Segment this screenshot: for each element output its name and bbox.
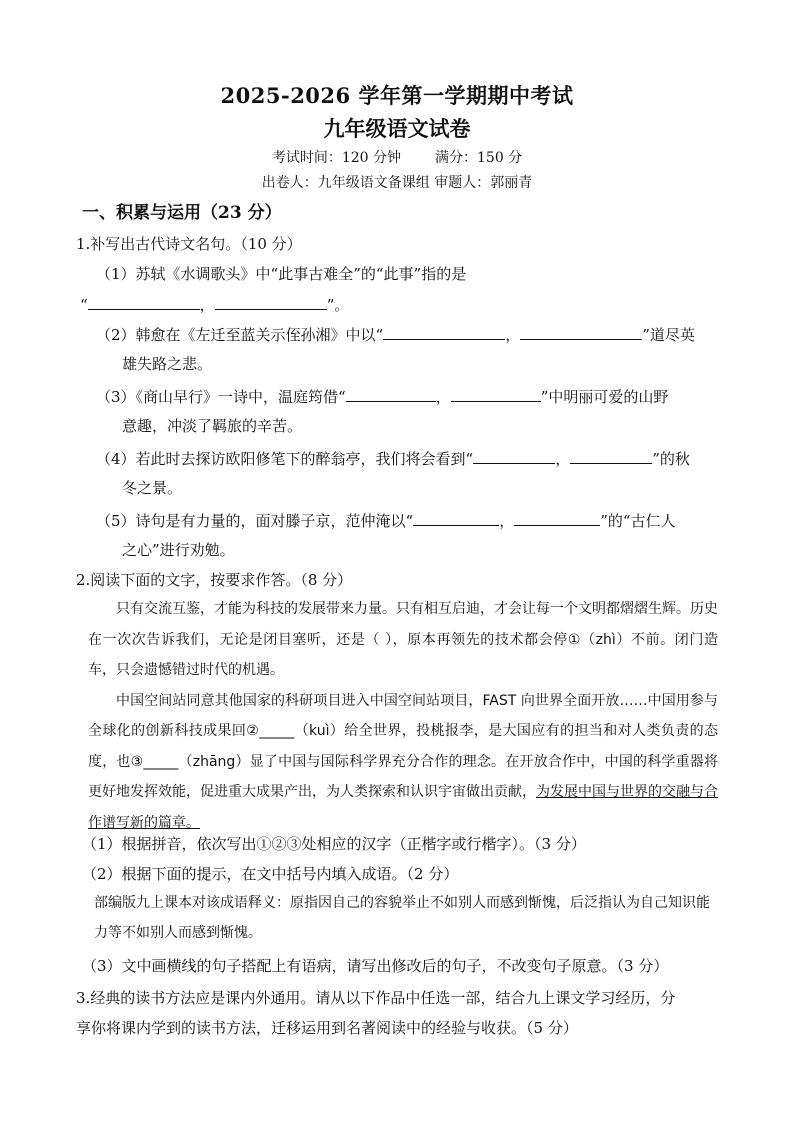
q1-s5-line1: （5）诗句是有力量的，面对滕子京，范仲淹以“ ， ”的“古仁人 (96, 512, 676, 530)
q1-s4-line2: 冬之景。 (122, 479, 183, 497)
exam-time: 考试时间：120 分钟 (271, 150, 401, 166)
q2-sub1: （1）根据拼音，依次写出①②③处相应的汉字（正楷字或行楷字）。（3 分） (82, 835, 586, 853)
answer-blank[interactable] (215, 294, 327, 310)
q2-paragraph-2: 中国空间站同意其他国家的科研项目进入中国空间站项目，FAST 向世界全面开放……中国用参与全球化的创新科技成果回②_____（kuì）给全世界，投桃报李，是大国应有的担当和对人类负责的态度，也③_____（zhāng）显了中国与国际科学界充分合作的理念。在开放合作中，中国的科学重器将更好地发挥效能，促进重大成果产出，为人类探索和认识宇宙做出贡献，为发展中国与世界的交融与合作谱写新的篇章。 (88, 692, 718, 831)
underlined-sentence: 为发展中国与世界的交融与合作谱写新的篇章。 (88, 784, 718, 831)
full-score: 满分：150 分 (435, 150, 523, 166)
exam-time-score (0, 147, 794, 167)
answer-blank[interactable] (383, 324, 505, 340)
q1-stem: 1.补写出古代诗文名句。（10 分） (76, 235, 302, 253)
section-heading: 一、积累与运用（23 分） (82, 203, 282, 223)
answer-blank[interactable] (451, 386, 541, 402)
q2-hint: 部编版九上课本对该成语释义：原指因自己的容貌举止不如别人而感到惭愧，后泛指认为自己知识能力等不如别人而感到惭愧。 (94, 895, 710, 941)
answer-blank[interactable] (514, 510, 600, 526)
q1-s4-line1: （4）若此时去探访欧阳修笔下的醉翁亭，我们将会看到“ ， ”的秋 (96, 450, 690, 468)
q1-s3-line2: 意趣，冲淡了羁旅的辛苦。 (122, 417, 303, 435)
answer-blank[interactable] (346, 386, 436, 402)
answer-blank[interactable] (413, 510, 499, 526)
answer-blank[interactable] (88, 294, 200, 310)
answer-blank[interactable] (520, 324, 642, 340)
answer-blank[interactable] (473, 448, 555, 464)
exam-subtitle: 九年级语文试卷 (323, 116, 471, 141)
q2-sub2: （2）根据下面的提示，在文中括号内填入成语。（2 分） (82, 865, 459, 883)
q3-line1: 3.经典的读书方法应是课内外通用。请从以下作品中任选一部，结合九上课文学习经历，分 (76, 989, 676, 1007)
q2-stem: 2.阅读下面的文字，按要求作答。（8 分） (76, 571, 353, 589)
exam-authors: 出卷人：九年级语文备课组 审题人：郭丽青 (261, 175, 533, 191)
q2-passage (88, 594, 718, 838)
q1-s1-line1: （1）苏轼《水调歌头》中“此事古难全”的“此事”指的是 (96, 265, 467, 283)
q1-s5-line2: 之心”进行劝勉。 (122, 541, 235, 559)
q1-s1-line2: “ ， ”。 (80, 296, 350, 314)
q3-line2: 享你将课内学到的读书方法，迁移运用到名著阅读中的经验与收获。（5 分） (76, 1019, 578, 1037)
q1-s2-line2: 雄失路之悲。 (122, 355, 213, 373)
q2-paragraph-1: 只有交流互鉴，才能为科技的发展带来力量。只有相互启迪，才会让每一个文明都熠熠生辉。历史在一次次告诉我们，无论是闭目塞听，还是（ ），原本再领先的技术都会停①（zhì）不前。闭门造车，只会遗憾错过时代的机遇。 (88, 601, 718, 678)
q2-sub3: （3）文中画横线的句子搭配上有语病，请写出修改后的句子，不改变句子原意。（3 分） (82, 957, 669, 975)
exam-title: 2025-2026 学年第一学期期中考试 (220, 83, 574, 108)
q1-s2-line1: （2）韩愈在《左迁至蓝关示侄孙湘》中以“ ， ”道尽英 (96, 326, 695, 344)
q1-s3-line1: （3）《商山早行》一诗中，温庭筠借“ ， ”中明丽可爱的山野 (96, 388, 669, 406)
answer-blank[interactable] (570, 448, 652, 464)
